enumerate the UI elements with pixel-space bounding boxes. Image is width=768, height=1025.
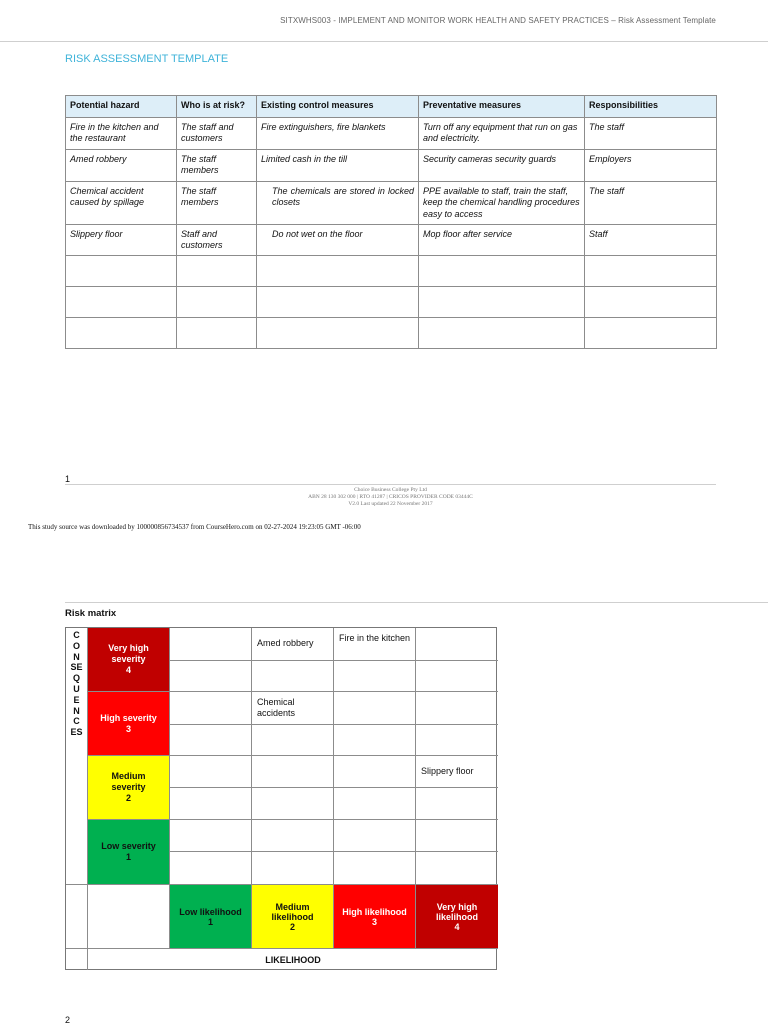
severity-low: Low severity 1 bbox=[88, 820, 170, 885]
table-cell: Employers bbox=[585, 150, 717, 182]
matrix-cell bbox=[170, 661, 252, 692]
col-header-hazard: Potential hazard bbox=[66, 96, 177, 118]
matrix-cell bbox=[252, 756, 334, 788]
table-cell: Fire in the kitchen and the restaurant bbox=[66, 118, 177, 150]
matrix-cell bbox=[334, 661, 416, 692]
header-course: SITXWHS003 - IMPLEMENT AND MONITOR WORK HEALTH AND SAFETY PRACTICES bbox=[280, 16, 609, 25]
likelihood-axis-label: LIKELIHOOD bbox=[265, 955, 321, 965]
table-cell: Turn off any equipment that run on gas and electricity. bbox=[419, 118, 585, 150]
matrix-cell bbox=[334, 788, 416, 820]
download-note: This study source was downloaded by 100000856734537 from CourseHero.com on 02-27-2024 19:23:05 GMT -06:00 bbox=[28, 523, 361, 531]
table-cell: PPE available to staff, train the staff, keep the chemical handling procedures easy to access bbox=[419, 182, 585, 225]
matrix-cell bbox=[334, 852, 416, 885]
matrix-cell bbox=[334, 725, 416, 756]
matrix-cell bbox=[416, 852, 498, 885]
matrix-cell bbox=[170, 628, 252, 661]
likelihood-high: High likelihood 3 bbox=[334, 885, 416, 949]
table-row bbox=[66, 150, 717, 182]
table-row-empty bbox=[66, 256, 717, 287]
page-header bbox=[280, 16, 716, 25]
matrix-cell bbox=[252, 820, 334, 852]
severity-very-high: Very high severity 4 bbox=[88, 628, 170, 692]
table-cell: The staff members bbox=[177, 182, 257, 225]
matrix-cell bbox=[334, 820, 416, 852]
page-title: RISK ASSESSMENT TEMPLATE bbox=[65, 53, 229, 65]
table-cell: Chemical accident caused by spillage bbox=[66, 182, 177, 225]
table-cell: The staff and customers bbox=[177, 118, 257, 150]
table-cell: Do not wet on the floor bbox=[257, 224, 419, 256]
table-header-row bbox=[66, 96, 717, 118]
page-number: 2 bbox=[65, 1015, 71, 1025]
matrix-cell bbox=[416, 820, 498, 852]
table-row bbox=[66, 224, 717, 256]
header-separator: – bbox=[608, 16, 619, 25]
matrix-cell bbox=[252, 852, 334, 885]
severity-medium: Medium severity 2 bbox=[88, 756, 170, 820]
matrix-cell bbox=[334, 692, 416, 725]
footer-divider bbox=[65, 484, 716, 485]
matrix-entry-slippery: Slippery floor bbox=[421, 766, 474, 776]
footer-registration: ABN 28 130 302 000 | RTO 41287 | CRICOS PROVIDER CODE 03444C bbox=[308, 494, 473, 500]
matrix-cell bbox=[252, 661, 334, 692]
table-cell: The staff bbox=[585, 182, 717, 225]
matrix-cell bbox=[170, 788, 252, 820]
matrix-cell bbox=[252, 725, 334, 756]
matrix-cell bbox=[170, 756, 252, 788]
likelihood-low: Low likelihood 1 bbox=[170, 885, 252, 949]
header-divider bbox=[0, 41, 768, 42]
table-cell: Fire extinguishers, fire blankets bbox=[257, 118, 419, 150]
matrix-cell bbox=[416, 692, 498, 725]
risk-assessment-table bbox=[65, 95, 717, 349]
col-header-preventative: Preventative measures bbox=[419, 96, 585, 118]
matrix-cell bbox=[416, 788, 498, 820]
matrix-cell bbox=[170, 725, 252, 756]
table-cell: Staff bbox=[585, 224, 717, 256]
matrix-cell bbox=[170, 852, 252, 885]
table-cell: The staff members bbox=[177, 150, 257, 182]
matrix-cell bbox=[252, 788, 334, 820]
matrix-cell bbox=[334, 756, 416, 788]
table-cell: The staff bbox=[585, 118, 717, 150]
footer-version: V2.0 Last updated 22 November 2017 bbox=[348, 501, 433, 507]
table-cell: Staff and customers bbox=[177, 224, 257, 256]
matrix-cell bbox=[416, 628, 498, 661]
table-cell: Mop floor after service bbox=[419, 224, 585, 256]
risk-matrix bbox=[65, 627, 497, 970]
table-cell: Security cameras security guards bbox=[419, 150, 585, 182]
col-header-who: Who is at risk? bbox=[177, 96, 257, 118]
matrix-entry-chemical: Chemical accidents bbox=[257, 697, 296, 719]
matrix-cell bbox=[170, 692, 252, 725]
matrix-cell bbox=[416, 725, 498, 756]
table-cell: Amed robbery bbox=[66, 150, 177, 182]
matrix-entry-amed-robbery: Amed robbery bbox=[257, 638, 314, 648]
col-header-responsibilities: Responsibilities bbox=[585, 96, 717, 118]
table-row-empty bbox=[66, 287, 717, 318]
col-header-existing: Existing control measures bbox=[257, 96, 419, 118]
matrix-entry-fire: Fire in the kitchen bbox=[339, 633, 411, 643]
table-cell: Slippery floor bbox=[66, 224, 177, 256]
footer-company: Choice Business College Pty Ltd bbox=[354, 487, 427, 493]
table-cell: Limited cash in the till bbox=[257, 150, 419, 182]
likelihood-very-high: Very high likelihood 4 bbox=[416, 885, 498, 949]
table-cell: The chemicals are stored in locked closets bbox=[257, 182, 419, 225]
table-row-empty bbox=[66, 318, 717, 349]
page-number: 1 bbox=[65, 474, 71, 484]
matrix-cell bbox=[416, 661, 498, 692]
matrix-title: Risk matrix bbox=[65, 608, 117, 619]
matrix-cell bbox=[170, 820, 252, 852]
page2-divider bbox=[65, 602, 768, 603]
severity-high: High severity 3 bbox=[88, 692, 170, 756]
consequences-axis-label: C O N SE Q U E N C ES bbox=[70, 630, 83, 738]
header-doc: Risk Assessment Template bbox=[618, 16, 716, 25]
table-row bbox=[66, 182, 717, 225]
table-row bbox=[66, 118, 717, 150]
likelihood-medium: Medium likelihood 2 bbox=[252, 885, 334, 949]
